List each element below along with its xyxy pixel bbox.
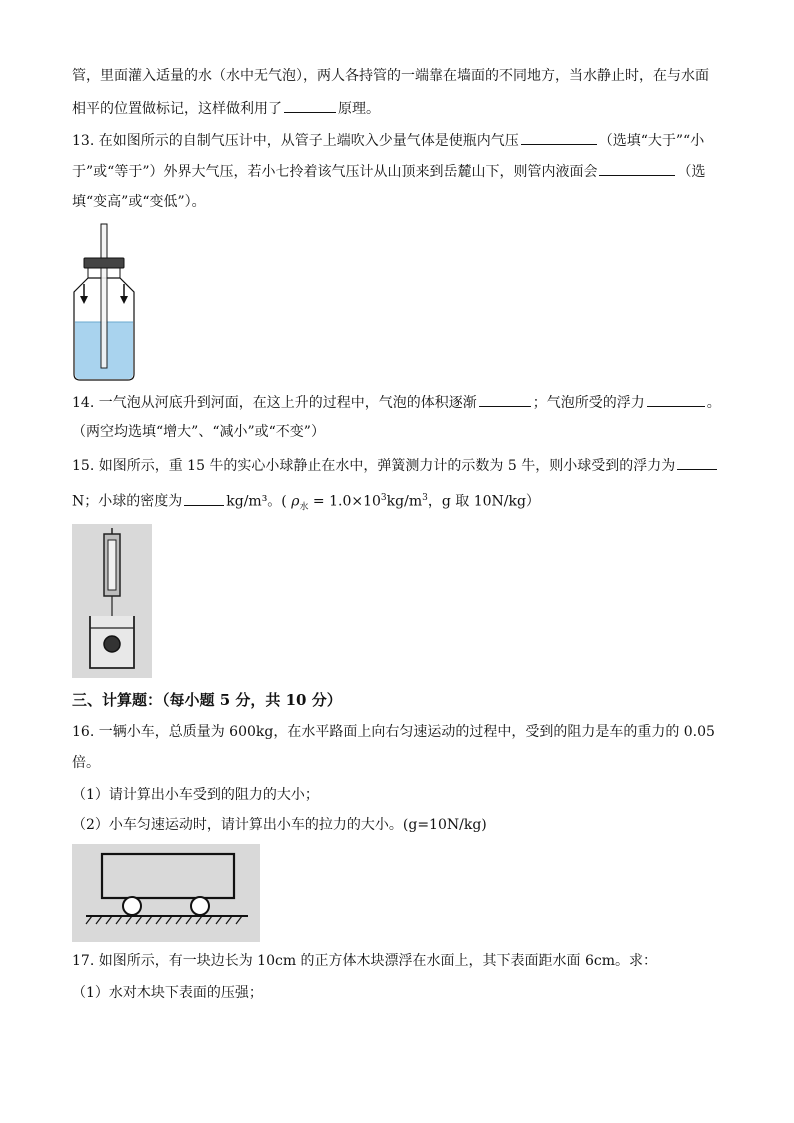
tube-upper [101, 224, 107, 260]
q15-text-d: ，g 取 10N/kg） [427, 493, 540, 510]
q14-line-1 [72, 392, 721, 413]
q16-part-2: （2）小车匀速运动时，请计算出小车的拉力的大小。(g=10N/kg) [72, 817, 487, 833]
q13-line-1 [72, 130, 704, 151]
q17-part-1: （1）水对木块下表面的压强； [72, 985, 263, 1001]
barometer-figure [68, 222, 140, 384]
wheel [123, 897, 141, 915]
q16-line-1: 16. 一辆小车，总质量为 600kg，在水平路面上向右匀速运动的过程中，受到的阻力是车的重力的 0.05 [72, 724, 715, 740]
density-unit-exponent: 3 [422, 493, 428, 503]
q13-text-a: 13. 在如图所示的自制气压计中，从管子上端吹入少量气体是使瓶内气压 [72, 133, 519, 149]
cart-figure [72, 844, 260, 942]
q13-line-3: 填“变高”或“变低”）。 [72, 194, 206, 210]
q13-line-2 [72, 161, 705, 182]
line-2-text-a: 相平的位置做标记，这样做利用了 [72, 101, 282, 117]
q17-line-1: 17. 如图所示，有一块边长为 10cm 的正方体木块漂浮在水面上，其下表面距水面 6cm。求： [72, 953, 658, 969]
q15-text-a: 15. 如图所示，重 15 牛的实心小球静止在水中，弹簧测力计的示数为 5 牛，则小球受到的浮力为 [72, 458, 676, 474]
q14-text-a: 14. 一气泡从河底升到河面，在这上升的过程中，气泡的体积逐渐 [72, 395, 477, 411]
q16-line-2: 倍。 [72, 755, 100, 771]
q15-line-1 [72, 455, 719, 476]
line-2 [72, 98, 380, 119]
q13-text-d: （选 [677, 164, 706, 180]
line-2-text-b: 原理。 [338, 101, 380, 117]
spring-scale-figure [72, 524, 152, 678]
rho-symbol: ρ [291, 493, 300, 510]
answer-blank [184, 491, 224, 506]
answer-blank [677, 455, 717, 470]
section-3-heading: 三、计算题：（每小题 5 分，共 10 分） [72, 691, 342, 709]
q15-line-2 [72, 488, 540, 517]
q13-text-c: 于”或“等于”）外界大气压，若小七拎着该气压计从山顶来到岳麓山下，则管内液面会 [72, 164, 598, 180]
rho-subscript: 水 [299, 502, 309, 513]
density-exponent: 3 [380, 493, 387, 503]
answer-blank [521, 130, 597, 145]
q16-part-1: （1）请计算出小车受到的阻力的大小； [72, 787, 319, 803]
answer-blank [647, 392, 705, 407]
answer-blank [479, 392, 531, 407]
tube-lower [101, 268, 107, 368]
q14-line-2: （两空均选填“增大”、“减小”或“不变”） [72, 424, 325, 440]
q13-text-b: （选填“大于”“小 [598, 133, 705, 149]
line-1: 管，里面灌入适量的水（水中无气泡），两人各持管的一端靠在墙面的不同地方，当水静止时，在与水面 [72, 68, 709, 84]
q14-text-b: ；气泡所受的浮力 [532, 395, 645, 411]
q15-text-c: kg/m³。( [226, 493, 287, 510]
bottle-cap [84, 258, 124, 268]
answer-blank [599, 161, 675, 176]
density-value: = 1.0×10 [312, 493, 381, 510]
answer-blank [284, 98, 336, 113]
ball [104, 636, 120, 652]
wheel [191, 897, 209, 915]
q15-text-b: N；小球的密度为 [72, 493, 183, 510]
q14-text-c: 。 [706, 395, 721, 411]
density-unit: kg/m [386, 493, 423, 510]
